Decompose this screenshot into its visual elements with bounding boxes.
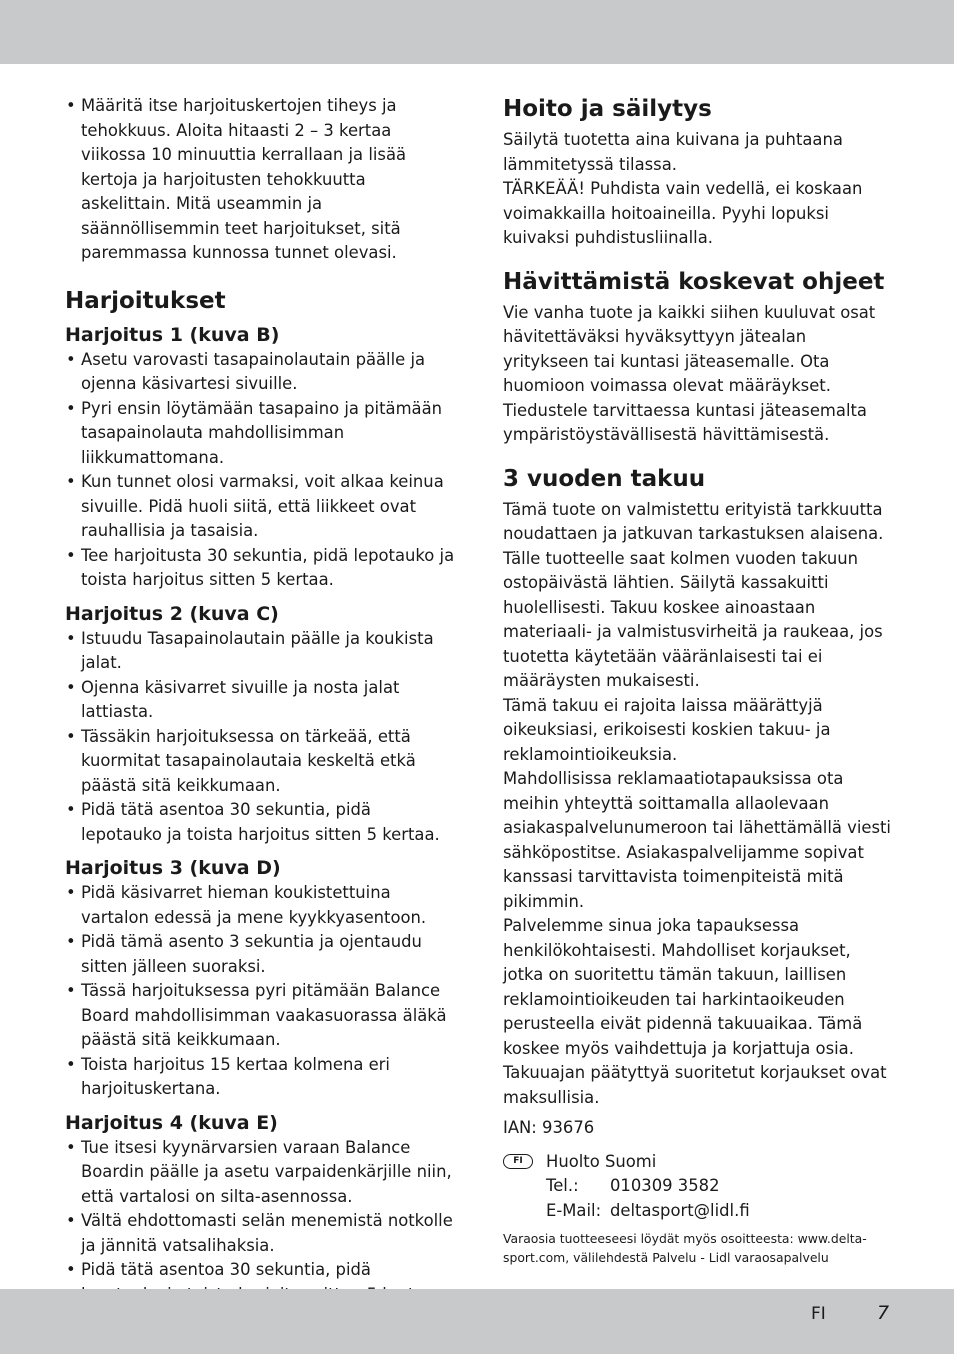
phone-row — [546, 1174, 893, 1199]
spare-parts-note: Varaosia tuotteeseesi löydät myös osoitteesta: www.delta-sport.com, välilehdestä Palvelu - Lidl varaosapalvelu — [503, 1231, 867, 1265]
disposal-paragraph: Vie vanha tuote ja kaikki siihen kuuluvat osat hävitettäväksi hyväksyttyyn jätealan yritykseen tai kuntasi jäteasemalle. Ota huomioon voimassa olevat määräykset. Tiedustele tarvittaessa kuntasi jäteasemalta ympäristöystävällisestä hävittämisestä. — [503, 302, 876, 444]
list-item: • Pidä tämä asento 3 sekuntia ja ojentaudu sitten jälleen suoraksi. — [65, 930, 457, 979]
warranty-paragraph: Mahdollisissa reklamaatiotapauksissa ota meihin yhteyttä soittamalla allaolevaan asiakaspalvelunumeroon tai lähettämällä viesti sähköpostitse. Asiakaspalvelijamme sopivat kanssasi tarvittavista toimenpiteistä mitä pikimmin. — [503, 769, 891, 911]
warranty-paragraph: Palvelemme sinua joka tapauksessa henkilökohtaisesti. Mahdolliset korjaukset, jotka on suoritettu tämän takuun, laillisen reklamointioikeuden tai harkintaoikeuden perusteella eivät pidennä takuuaikaa. Tämä koskee myös vaihdettuja ja korjattuja osia. Takuuajan päätyttyä suoritetut korjaukset ovat maksullisia. — [503, 916, 887, 1107]
warranty-paragraph: Tämä tuote on valmistettu erityistä tarkkuutta noudattaen ja jatkuvan tarkastuksen alaisena. Tälle tuotteelle saat kolmen vuoden takuun ostopäivästä lähtien. Säilytä kassakuitti huolellisesti. Takuu koskee ainoastaan materiaali- ja valmistusvirheitä ja raukeaa, jos tuotetta käytetään vääränlaisesti tai ei määräysten mukaisesti. — [503, 499, 884, 690]
exercise-1-list — [65, 348, 457, 593]
country-badge: FI — [503, 1154, 533, 1169]
phone-label: Tel.: — [546, 1176, 579, 1195]
list-item: • Ojenna käsivarret sivuille ja nosta jalat lattiasta. — [65, 676, 457, 725]
email-label: E-Mail: — [546, 1200, 602, 1220]
list-item: • Tässä harjoituksessa pyri pitämään Balance Board mahdollisimman vaakasuorassa äläkä päästä sitä keikkumaan. — [65, 979, 457, 1053]
care-paragraph: Säilytä tuotetta aina kuivana ja puhtaana lämmitetyssä tilassa. — [503, 130, 843, 174]
exercise-3-title: Harjoitus 3 (kuva D) — [65, 857, 281, 879]
exercise-2-title: Harjoitus 2 (kuva C) — [65, 602, 279, 625]
list-item: • Asetu varovasti tasapainolautain päälle ja ojenna käsivartesi sivuille. — [65, 348, 457, 397]
list-item: • Pidä tätä asentoa 30 sekuntia, pidä — [65, 1258, 457, 1307]
section-title-exercises: Harjoitukset — [65, 287, 226, 314]
list-item: • Pidä tätä asentoa 30 sekuntia, pidä lepotauko ja toista harjoitus sitten 5 kertaa. — [65, 798, 457, 847]
exercise-1-title: Harjoitus 1 (kuva B) — [65, 323, 280, 346]
email-row — [546, 1199, 893, 1224]
phone-number: 010309 3582 — [610, 1176, 720, 1195]
care-important: TÄRKEÄÄ! Puhdista vain vedellä, ei koskaan voimakkailla hoitoaineilla. Pyyhi lopuksi kuivaksi puhdistusliinalla. — [503, 179, 863, 247]
header-bar — [0, 0, 954, 64]
right-column — [503, 94, 893, 1267]
list-item: • Tee harjoitusta 30 sekuntia, pidä lepotauko ja toista harjoitus sitten 5 kertaa. — [65, 544, 457, 593]
page-number: 7 — [877, 1302, 890, 1324]
list-item: • Pyri ensin löytämään tasapaino ja pitämään tasapainolauta mahdollisimman liikkumattomana. — [65, 397, 457, 471]
list-item: • Kun tunnet olosi varmaksi, voit alkaa keinua sivuille. Pidä huoli siitä, että liikkeet ovat rauhallisia ja tasaisia. — [65, 470, 457, 544]
list-item: • Vältä ehdottomasti selän menemistä notkolle ja jännitä vatsalihaksia. — [65, 1209, 457, 1258]
exercise-3-list — [65, 881, 457, 1102]
intro-list — [65, 94, 457, 266]
section-title-warranty: 3 vuoden takuu — [503, 465, 706, 492]
list-item: • Istuudu Tasapainolautain päälle ja koukista jalat. — [65, 627, 457, 676]
list-item: • Määritä itse harjoituskertojen tiheys ja tehokkuus. Aloita hitaasti 2 – 3 kertaa viikossa 10 minuuttia kerrallaan ja lisää kertoja ja harjoitusten tehokkuutta askelittain. Mitä useammin ja säännöllisemmin teet harjoitukset, sitä paremmassa kunnossa tunnet olevasi. — [65, 94, 457, 266]
ian-number: IAN: 93676 — [503, 1118, 595, 1137]
list-item: • Tässäkin harjoituksessa on tärkeää, että kuormitat tasapainolautaia keskeltä etkä päästä sitä keikkumaan. — [65, 725, 457, 799]
list-item: • Pidä käsivarret hieman koukistettuina vartalon edessä ja mene kyykkyasentoon. — [65, 881, 457, 930]
section-title-disposal: Hävittämistä koskevat ohjeet — [503, 268, 885, 295]
exercise-4-title: Harjoitus 4 (kuva E) — [65, 1111, 278, 1134]
language-code: FI — [811, 1304, 826, 1324]
warranty-paragraph: Tämä takuu ei rajoita laissa määrättyjä oikeuksiasi, erikoisesti koskien takuu- ja reklamointioikeuksia. — [503, 695, 831, 764]
exercise-4-list — [65, 1136, 457, 1308]
section-title-care: Hoito ja säilytys — [503, 96, 712, 122]
list-item: • Toista harjoitus 15 kertaa kolmena eri harjoituskertana. — [65, 1053, 457, 1102]
list-item: • Tue itsesi kyynärvarsien varaan Balance Boardin päälle ja asetu varpaidenkärjille niin, että vartalosi on silta-asennossa. — [65, 1136, 457, 1210]
service-contact — [503, 1150, 893, 1224]
email-address: deltasport@lidl.fi — [610, 1200, 750, 1220]
exercise-2-list — [65, 627, 457, 848]
service-name: Huolto Suomi — [546, 1151, 657, 1171]
left-column — [65, 94, 457, 1307]
